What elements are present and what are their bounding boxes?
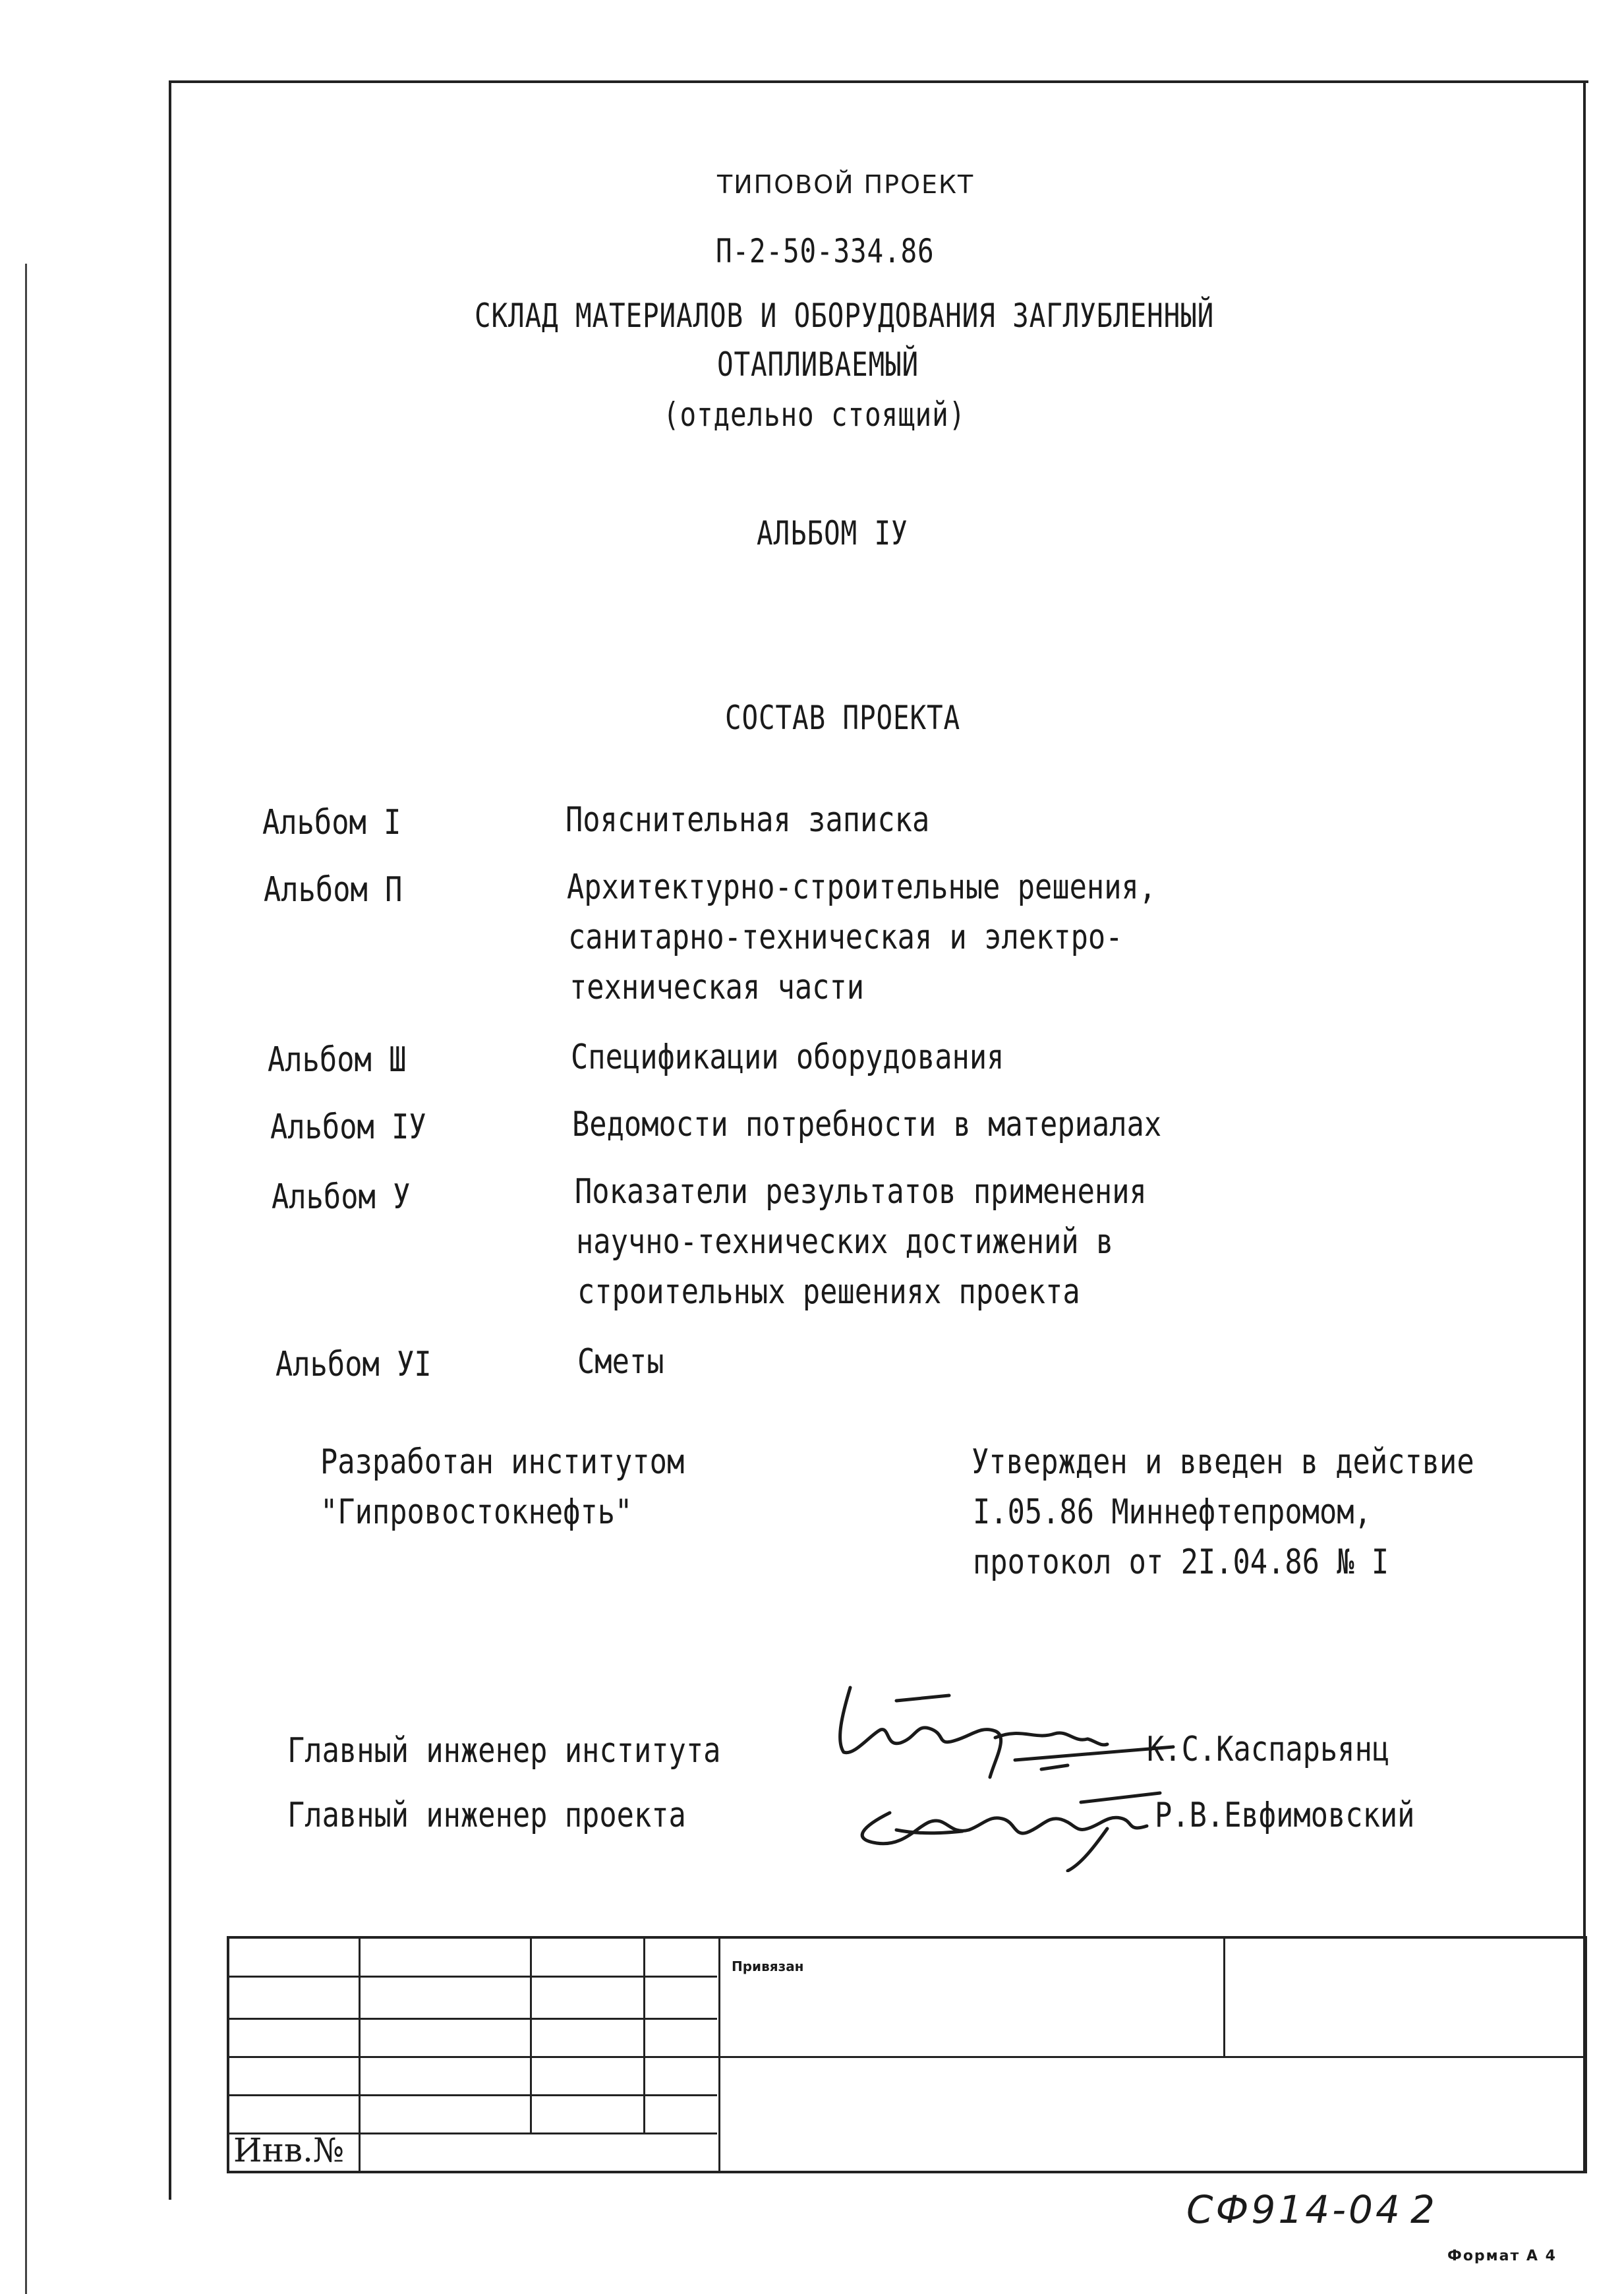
format-label: Формат А 4 — [1447, 2248, 1557, 2264]
album-2-desc-line-1: Архитектурно-строительные решения, — [567, 868, 1157, 907]
approved-line-2: I.05.86 Миннефтепромом, — [973, 1492, 1372, 1532]
frame-left-border — [169, 80, 171, 2200]
album-2-desc-line-2: санитарно-техническая и электро- — [568, 918, 1123, 957]
album-6-label: Альбом УI — [276, 1345, 432, 1384]
project-type-label: ТИПОВОЙ ПРОЕКТ — [717, 170, 975, 199]
page-number: 2 — [1410, 2187, 1435, 2232]
privyazan-label: Привязан — [732, 1958, 804, 1974]
album-3-label: Альбом Ш — [268, 1040, 407, 1080]
stamp-vline-4 — [718, 1939, 720, 2173]
frame-top-border — [169, 80, 1588, 83]
chief-engineer-institute-role: Главный инженер института — [287, 1731, 721, 1771]
approved-line-1: Утвержден и введен в действие — [972, 1442, 1474, 1482]
album-1-label: Альбом I — [262, 803, 401, 842]
album-2-desc-line-3: техническая части — [569, 968, 865, 1007]
frame-right-border — [1583, 80, 1586, 2173]
stamp-hline-3 — [229, 2056, 1587, 2058]
album-5-label: Альбом У — [272, 1177, 411, 1217]
handwritten-signatures — [817, 1674, 1186, 1872]
scan-edge-line — [25, 264, 27, 2294]
project-title-line-1: СКЛАД МАТЕРИАЛОВ И ОБОРУДОВАНИЯ ЗАГЛУБЛЕННЫЙ — [475, 297, 1215, 335]
stamp-vline-2 — [530, 1939, 532, 2132]
album-5-desc-line-1: Показатели результатов применения — [575, 1172, 1147, 1212]
approved-line-3: протокол от 2I.04.86 № I — [973, 1543, 1389, 1582]
album-number: АЛЬБОМ IУ — [757, 514, 908, 552]
chief-engineer-project-name: Р.В.Евфимовский — [1155, 1796, 1415, 1835]
project-title-line-3: (отдельно стоящий) — [663, 396, 966, 434]
stamp-vline-5 — [1223, 1939, 1225, 2056]
stamp-vline-3 — [643, 1939, 645, 2132]
inventory-number-label: Инв.№ — [233, 2131, 345, 2169]
stamp-vline-1 — [359, 1939, 361, 2173]
project-code: П-2-50-334.86 — [716, 232, 935, 270]
album-1-desc-line-1: Пояснительная записка — [566, 800, 930, 840]
album-5-desc-line-2: научно-технических достижений в — [576, 1222, 1114, 1262]
album-5-desc-line-3: строительных решениях проекта — [577, 1272, 1080, 1312]
developed-by-line-1: Разработан институтом — [320, 1442, 685, 1482]
document-code: СФ914-04 — [1186, 2187, 1403, 2232]
chief-engineer-project-role: Главный инженер проекта — [287, 1796, 686, 1835]
album-3-desc-line-1: Спецификации оборудования — [571, 1038, 1004, 1077]
composition-heading: СОСТАВ ПРОЕКТА — [725, 699, 961, 737]
album-6-desc-line-1: Сметы — [577, 1342, 664, 1382]
album-4-desc-line-1: Ведомости потребности в материалах — [572, 1105, 1162, 1144]
album-2-label: Альбом П — [264, 870, 403, 910]
stamp-block — [227, 1936, 1587, 2173]
album-4-label: Альбом IУ — [270, 1107, 426, 1147]
project-title-line-2: ОТАПЛИВАЕМЫЙ — [717, 345, 919, 384]
developed-by-line-2: "Гипровостокнефть" — [320, 1492, 633, 1532]
chief-engineer-institute-name: К.С.Каспарьянц — [1147, 1730, 1390, 1769]
